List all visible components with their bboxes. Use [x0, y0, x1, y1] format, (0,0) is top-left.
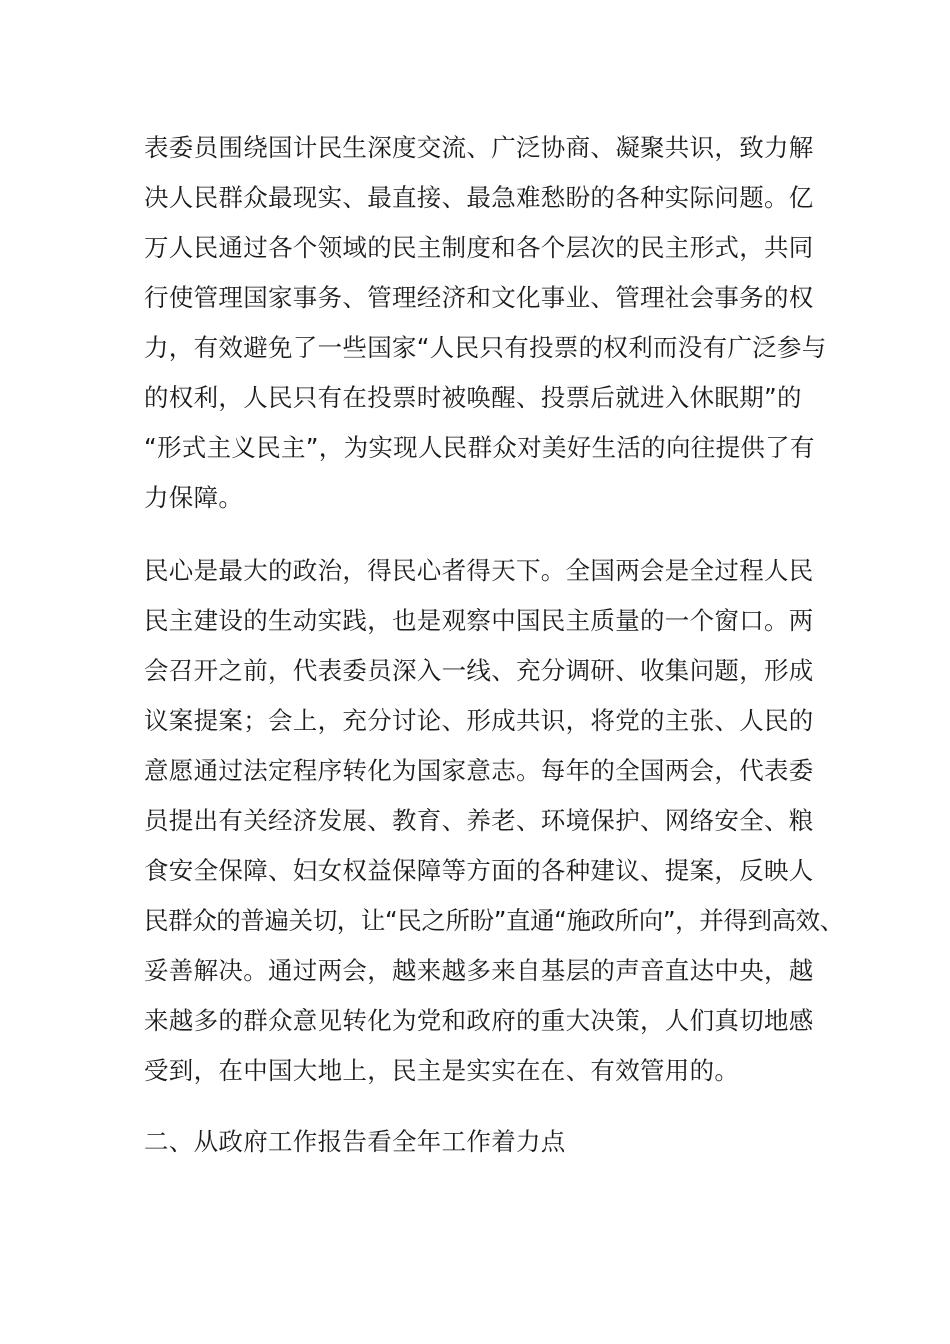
section-heading: 二、从政府工作报告看全年工作着力点 — [144, 1127, 566, 1156]
paragraph-2-line-8: 民群众的普遍关切，让“民之所盼”直通“施政所向”，并得到高效、 — [144, 906, 844, 935]
paragraph-2-line-4: 议案提案；会上，充分讨论、形成共识，将党的主张、人民的 — [144, 706, 814, 735]
paragraph-2-line-1: 民心是最大的政治，得民心者得天下。全国两会是全过程人民 — [144, 556, 814, 585]
paragraph-2-line-10: 来越多的群众意见转化为党和政府的重大决策，人们真切地感 — [144, 1006, 814, 1035]
paragraph-2-line-5: 意愿通过法定程序转化为国家意志。每年的全国两会，代表委 — [144, 756, 814, 785]
paragraph-1-line-1: 表委员围绕国计民生深度交流、广泛协商、凝聚共识，致力解 — [144, 133, 814, 162]
paragraph-1-line-2: 决人民群众最现实、最直接、最急难愁盼的各种实际问题。亿 — [144, 183, 814, 212]
paragraph-1-line-6: 的权利，人民只有在投票时被唤醒、投票后就进入休眠期”的 — [144, 383, 802, 412]
paragraph-1-line-8: 力保障。 — [144, 483, 244, 512]
paragraph-2-line-7: 食安全保障、妇女权益保障等方面的各种建议、提案，反映人 — [144, 856, 814, 885]
paragraph-2-line-2: 民主建设的生动实践，也是观察中国民主质量的一个窗口。两 — [144, 606, 814, 635]
paragraph-1-line-7: “形式主义民主”，为实现人民群众对美好生活的向往提供了有 — [144, 433, 815, 462]
paragraph-1-line-3: 万人民通过各个领域的民主制度和各个层次的民主形式，共同 — [144, 233, 814, 262]
paragraph-2-line-9: 妥善解决。通过两会，越来越多来自基层的声音直达中央，越 — [144, 956, 814, 985]
paragraph-2-line-6: 员提出有关经济发展、教育、养老、环境保护、网络安全、粮 — [144, 806, 814, 835]
paragraph-1-line-4: 行使管理国家事务、管理经济和文化事业、管理社会事务的权 — [144, 283, 814, 312]
paragraph-2-line-11: 受到，在中国大地上，民主是实实在在、有效管用的。 — [144, 1056, 740, 1085]
paragraph-2-line-3: 会召开之前，代表委员深入一线、充分调研、收集问题，形成 — [144, 656, 814, 685]
paragraph-1-line-5: 力，有效避免了一些国家“人民只有投票的权利而没有广泛参与 — [144, 333, 827, 362]
